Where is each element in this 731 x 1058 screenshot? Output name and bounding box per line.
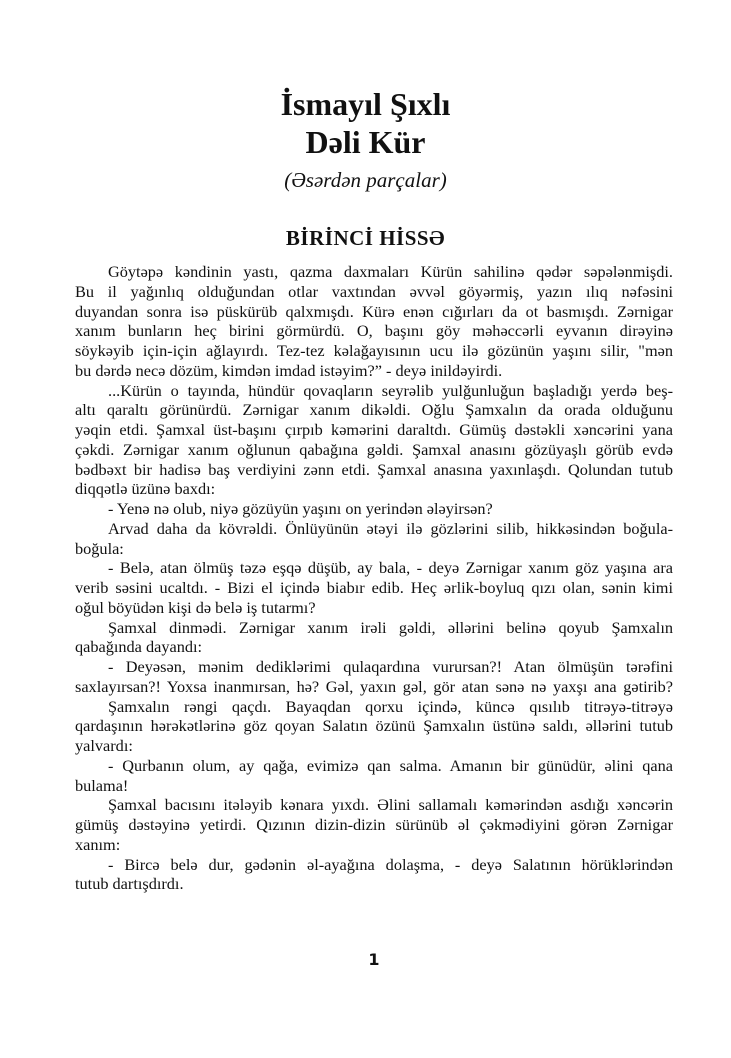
text-line: - Belə, atan ölmüş təzə eşqə düşüb, ay bala, - deyə Zərnigar xanım göz yaşına ara	[108, 558, 673, 578]
text-line: verib səsini ucaltdı. - Bizi el içində biabır edib. Heç ərlik-boyluq qızı olan, sənin kimi	[75, 578, 673, 597]
text-line: Şamxal dinmədi. Zərnigar xanım irəli gəldi, əllərini belinə qoyub Şamxalın	[108, 617, 673, 637]
author-name: İsmayıl Şıxlı	[280, 86, 451, 122]
text-line: - Bircə belə dur, gədənin əl-ayağına dolaşma, - deyə Salatının hörüklərindən	[108, 854, 673, 874]
part-heading: BİRİNCİ HİSSƏ	[285, 226, 446, 250]
text-line: yalvardı:	[75, 736, 133, 755]
text-line: xanım:	[75, 834, 121, 854]
text-line: saxlayırsan?! Yoxsa inanmırsan, hə? Gəl, yaxın gəl, gör atan sənə nə yaxşı ana gətirib?	[75, 676, 673, 696]
text-line: ...Kürün o tayında, hündür qovaqların seyrəlib yulğunluğun başladığı yerdə beş-	[108, 380, 673, 400]
text-line: Göytəpə kəndinin yastı, qazma daxmaları Kürün sahilinə qədər səpələnmişdi.	[108, 262, 673, 281]
text-line: - Yenə nə olub, niyə gözüyün yaşını on yerindən ələyirsən?	[108, 499, 493, 518]
page-number: 1	[368, 950, 380, 969]
text-line: tutub dartışdırdı.	[75, 874, 184, 894]
body-text	[75, 262, 673, 894]
text-line: altı qaraltı görünürdü. Zərnigar xanım dikəldi. Oğlu Şamxalın da orada olduğunu	[75, 400, 673, 420]
text-line: Şamxalın rəngi qaçdı. Bayaqdan qorxu içində, küncə qısılıb titrəyə-titrəyə	[108, 696, 673, 716]
text-line: duyandan sonra isə püskürüb qalxmışdı. Kürə enən cığırları da ot basmışdı. Zərnigar	[75, 301, 673, 321]
text-line: Şamxal bacısını itələyib kənara yıxdı. Əlini sallamalı kəmərindən asdığı xəncərin	[108, 795, 673, 815]
text-line: gümüş dəstəyinə yetirdi. Qızının dizin-dizin sürünüb əl çəkmədiyini görən Zərnigar	[75, 815, 673, 834]
text-line: yəqin etdi. Şamxal üst-başını çırpıb kəmərini daraltdı. Gümüş dəstəkli xəncərini yana	[75, 420, 673, 439]
text-line: oğul böyüdən kişi də belə iş tutarmı?	[75, 597, 316, 617]
text-line: bulama!	[75, 775, 129, 795]
text-line: - Qurbanın olum, ay qağa, evimizə qan salma. Amanın bir günüdür, əlini qana	[108, 755, 673, 775]
book-title: Dəli Kür	[305, 124, 426, 160]
text-line: qardaşının hərəkətlərinə göz qoyan Salatın özünü Şamxalın üstünə saldı, əllərini tutub	[75, 716, 673, 736]
text-line: qabağında dayandı:	[75, 637, 203, 657]
subtitle: (Əsərdən parçalar)	[284, 168, 447, 192]
text-line: Bu il yağınlıq olduğundan otlar vaxtından əvvəl göyərmiş, yazın ılıq nəfəsini	[75, 281, 673, 301]
text-line: bu dərdə necə dözüm, kimdən imdad istəyim?” - deyə inildəyirdi.	[75, 360, 503, 380]
text-line: çəkdi. Zərnigar xanım oğlunun qabağına gəldi. Şamxal anasını gözüyaşlı görüb evdə	[75, 439, 673, 459]
text-line: diqqətlə üzünə baxdı:	[75, 479, 216, 499]
text-line: boğula:	[75, 538, 124, 558]
text-line: xanım bunların heç birini görmürdü. O, başını göy məhəccərli eyvanın dirəyinə	[75, 321, 673, 341]
text-line: - Deyəsən, mənim dediklərimi qulaqardına vurursan?! Atan ölmüşün tərəfini	[108, 657, 673, 676]
text-line: Arvad daha da kövrəldi. Önlüyünün ətəyi ilə gözlərini silib, hikkəsindən boğula-	[108, 518, 673, 538]
text-line: bədbəxt bir hadisə baş verdiyini zənn etdi. Şamxal anasına yaxınlaşdı. Qolundan tutub	[75, 459, 673, 479]
text-line: söykəyib için-için ağlayırdı. Tez-tez kəlağayısının ucu ilə gözünün yaşını silir, "mən	[75, 341, 673, 360]
